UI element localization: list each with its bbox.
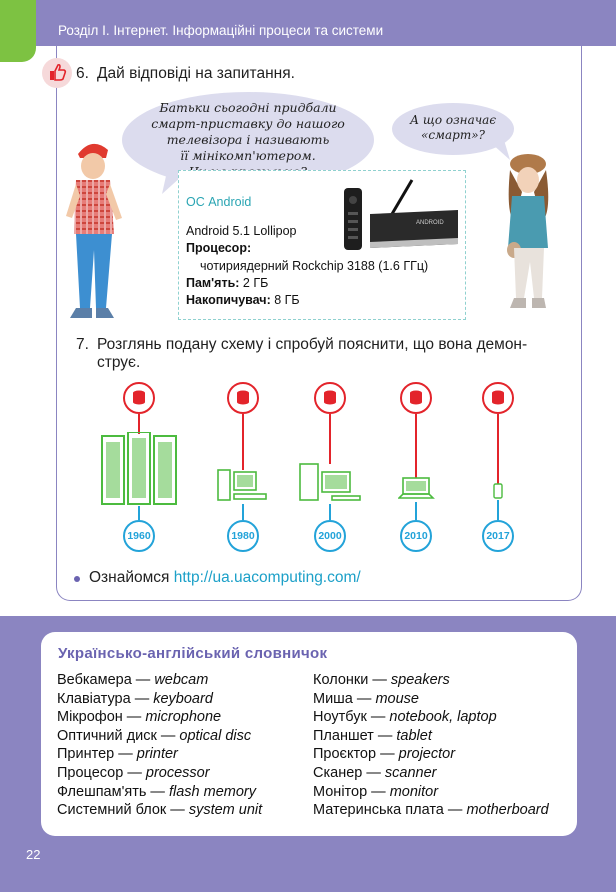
database-icon [314,382,346,414]
dictionary-entry: Планшет — tablet [313,727,432,744]
timeline-red-connector [415,414,417,478]
spec-cpu-value: чотириядерний Rockchip 3188 (1.6 ГГц) [200,259,429,273]
question-6-number: 6. [76,65,89,82]
dictionary-entry: Монітор — monitor [313,783,439,800]
dictionary-entry: Сканер — scanner [313,764,437,781]
question-6-text: Дай відповіді на запитання. [97,65,295,82]
bullet-dot [74,576,80,582]
spec-ram: Пам'ять: 2 ГБ [186,276,269,290]
year-badge-1980: 1980 [227,520,259,552]
bubble-line: телевізора і називають [166,132,330,147]
dictionary-entry: Системний блок — system unit [57,802,263,819]
green-corner-tab [0,0,36,62]
laptop-icon [398,476,436,502]
smartphone-icon [492,482,504,500]
smart-tv-box-illustration [340,178,464,252]
dictionary-entry: Вебкамера — webcam [57,672,209,688]
timeline-blue-connector [329,504,331,520]
spec-storage: Накопичувач: 8 ГБ [186,293,300,307]
girl-illustration [498,152,560,312]
boy-illustration [62,138,132,324]
chapter-title: Розділ І. Інтернет. Інформаційні процеси та системи [58,23,384,38]
database-icon [123,382,155,414]
timeline-red-connector [497,414,499,484]
database-icon [482,382,514,414]
question-7-line1: Розглянь подану схему і спробуй пояснити, що вона демон- [97,336,528,353]
year-badge-2000: 2000 [314,520,346,552]
dictionary-right-column [313,671,549,820]
reference-line [89,569,361,587]
year-badge-1960: 1960 [123,520,155,552]
reference-prefix: Ознайомся [89,569,170,586]
bubble-line: Батьки сьогодні придбали [159,100,337,115]
database-icon [227,382,259,414]
timeline-red-connector [242,414,244,470]
spec-os-label: ОС Android [186,195,252,209]
page-number: 22 [26,847,41,862]
reference-url-link[interactable]: http://ua.uacomputing.com/ [173,569,361,586]
device-logo-text: ANDROID [416,220,444,226]
timeline-blue-connector [497,500,499,520]
dictionary-entry: Процесор — processor [57,764,210,781]
mainframe-icon [100,432,180,508]
dictionary-entry: Миша — mouse [313,690,419,707]
timeline-blue-connector [242,504,244,520]
timeline-red-connector [138,414,140,434]
thumbs-up-icon [42,58,72,88]
bubble-line: її мінікомп'ютером. [180,148,316,163]
personal-computer-icon [216,468,270,504]
database-icon [400,382,432,414]
question-7-number: 7. [76,336,89,353]
spec-cpu-label: Процесор: [186,241,252,255]
dictionary-left-column [57,671,262,820]
dictionary-entry: Проєктор — projector [313,746,456,763]
dictionary-entry: Клавіатура — keyboard [57,690,213,707]
timeline-blue-connector [138,506,140,520]
timeline-blue-connector [415,502,417,520]
spec-os-version: Android 5.1 Lollipop [186,224,297,238]
bubble-line: смарт-приставку до нашого [151,116,345,131]
dictionary-entry: Материнська плата — motherboard [313,802,549,819]
question-7-line2: струє. [97,354,141,371]
dictionary-entry: Мікрофон — microphone [57,709,222,726]
dictionary-entry: Колонки — speakers [313,672,450,688]
dictionary-entry: Ноутбук — notebook, laptop [313,709,497,726]
year-badge-2017: 2017 [482,520,514,552]
bubble-line: А що означає [409,113,497,127]
timeline-red-connector [329,414,331,464]
year-badge-2010: 2010 [400,520,432,552]
dictionary-entry: Флешпам'ять — flash memory [57,783,256,800]
bubble-line: «смарт»? [420,128,485,142]
dictionary-entry: Принтер — printer [57,746,178,763]
dictionary-title: Українсько-англійський словничок [58,645,328,662]
desktop-computer-icon [298,462,364,504]
dictionary-entry: Оптичний диск — optical disc [57,727,252,744]
